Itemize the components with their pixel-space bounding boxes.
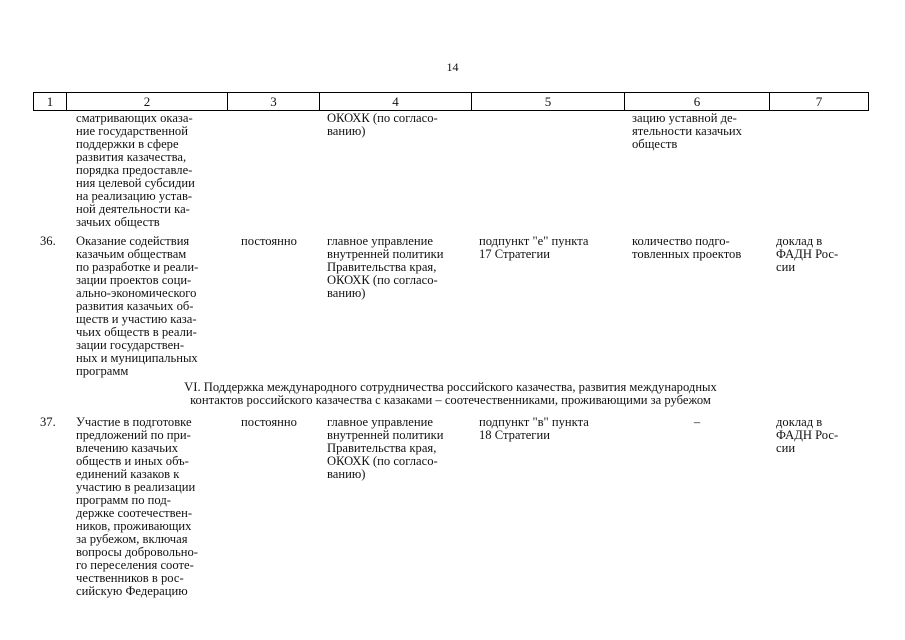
header-row <box>34 93 869 111</box>
row-executor: главное управление внутренней политики Правительства края, ОКОХК (по согласо- ванию) <box>327 415 444 481</box>
header-col-3: 3 <box>228 93 320 111</box>
continuation-indicator: зацию уставной де- ятельности казачьих обществ <box>632 111 742 151</box>
header-col-5: 5 <box>472 93 625 111</box>
continuation-measure: сматривающих оказа- ние государственной поддержки в сфере развития казачества, порядка предоставле- ния целевой субсидии на реализацию устав- ной деятельности ка- зачьих обществ <box>76 111 195 229</box>
row-number: 37. <box>40 415 56 429</box>
header-col-7: 7 <box>770 93 869 111</box>
section-heading <box>33 381 868 407</box>
row-basis: подпункт "е" пункта 17 Стратегии <box>479 234 589 261</box>
row-report: доклад в ФАДН Рос- сии <box>776 234 839 274</box>
section-heading-line2: контактов российского казачества с казаками – соотечественниками, проживающими за рубежом <box>190 393 711 407</box>
table-header <box>33 92 869 111</box>
row-deadline: постоянно <box>241 415 297 429</box>
row-report: доклад в ФАДН Рос- сии <box>776 415 839 455</box>
row-measure: Оказание содействия казачьим обществам по разработке и реали- зации проектов соци- ально-экономического развития казачьих об- ществ и участию каза- чьих обществ в реали- зации государствен- ных и муниципальных программ <box>76 234 199 378</box>
header-col-6: 6 <box>625 93 770 111</box>
row-executor: главное управление внутренней политики Правительства края, ОКОХК (по согласо- ванию) <box>327 234 444 300</box>
row-indicator: количество подго- товленных проектов <box>632 234 742 261</box>
row-basis: подпункт "в" пункта 18 Стратегии <box>479 415 589 442</box>
continuation-executor: ОКОХК (по согласо- ванию) <box>327 111 438 138</box>
row-deadline: постоянно <box>241 234 297 248</box>
section-heading-line1: VI. Поддержка международного сотрудничества российского казачества, развития международных <box>184 380 717 394</box>
row-number: 36. <box>40 234 56 248</box>
header-col-1: 1 <box>34 93 67 111</box>
row-indicator: – <box>693 415 701 429</box>
header-col-4: 4 <box>320 93 472 111</box>
row-measure: Участие в подготовке предложений по при- влечению казачьих обществ и иных объ- единений казаков к участию в реализации программ по под- держке соотечествен- ников, проживающих за рубежом, включая вопросы добровольно- го переселения сооте- чественников в рос- сийскую Федерацию <box>76 415 198 598</box>
header-col-2: 2 <box>67 93 228 111</box>
page-number: 14 <box>446 60 459 74</box>
